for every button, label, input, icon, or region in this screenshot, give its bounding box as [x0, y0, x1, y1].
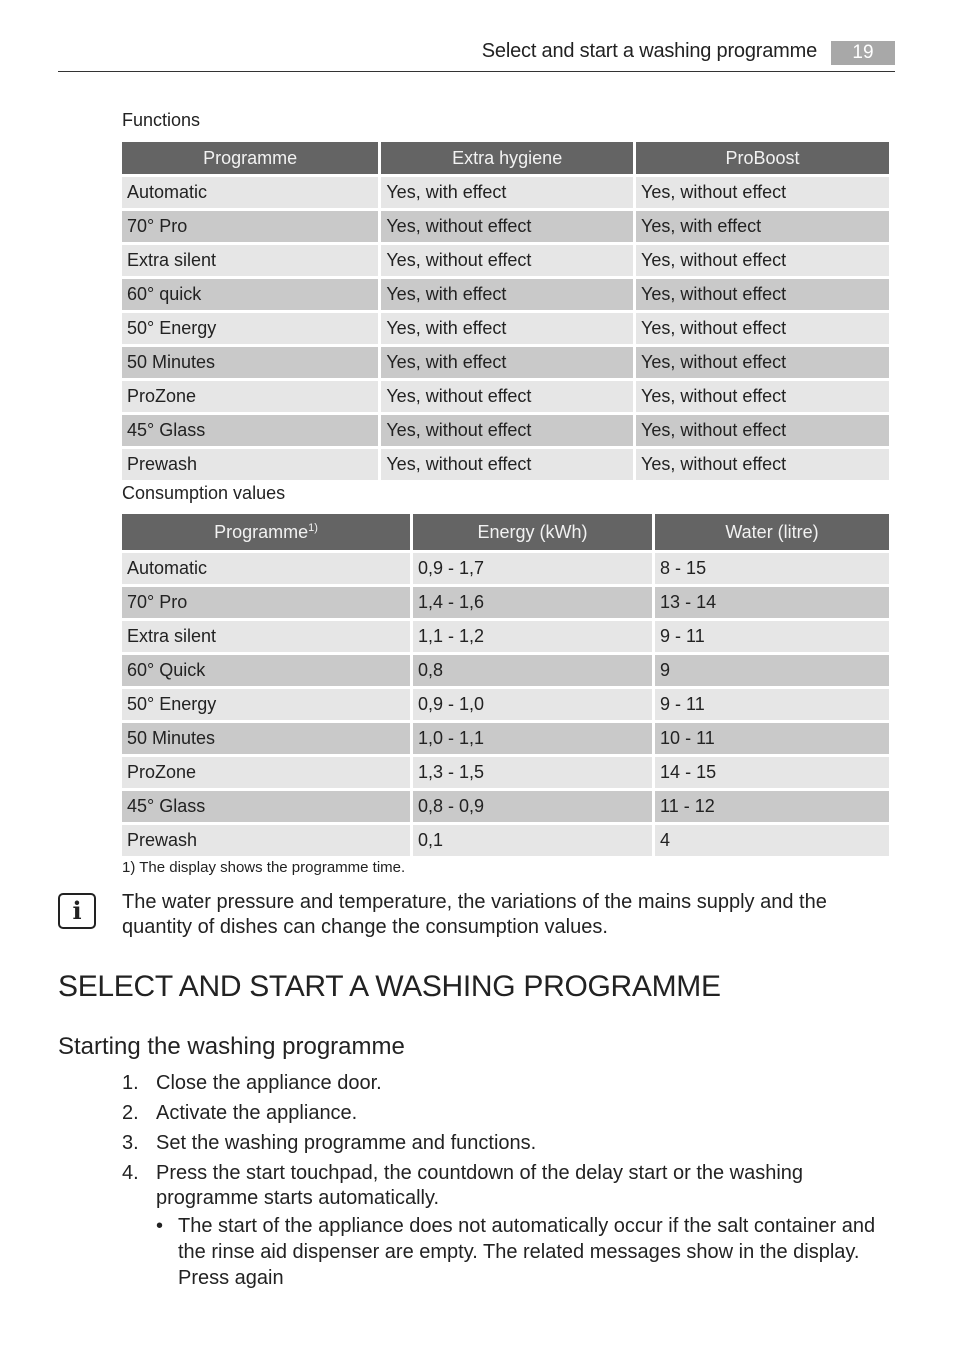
table-row: [122, 211, 889, 242]
step-number: 3.: [122, 1132, 139, 1154]
consumption-table: [119, 511, 892, 859]
section-title: SELECT AND START A WASHING PROGRAMME: [58, 970, 721, 1003]
table-cell: 13 - 14: [655, 587, 889, 618]
table-cell: 1,1 - 1,2: [413, 621, 652, 652]
bullet-text: The start of the appliance does not automatically occur if the salt container and the rinse aid dispenser are empty. The related messages show in the display. Press again: [178, 1215, 876, 1289]
table-cell: Extra silent: [122, 245, 378, 276]
table-cell: 60° Quick: [122, 655, 410, 686]
table-row: [122, 177, 889, 208]
table-cell: Extra silent: [122, 621, 410, 652]
table-cell: Yes, without effect: [636, 381, 889, 412]
table-row: [122, 689, 889, 720]
table-row: [122, 313, 889, 344]
column-header-energy: Energy (kWh): [413, 514, 652, 550]
page-number: 19: [831, 41, 895, 65]
column-header-water: Water (litre): [655, 514, 889, 550]
step-item: [122, 1131, 897, 1156]
table-cell: Yes, without effect: [636, 347, 889, 378]
step-number: 2.: [122, 1102, 139, 1124]
step-item: [122, 1101, 897, 1126]
step-text: Activate the appliance.: [156, 1102, 358, 1124]
info-icon: i: [58, 893, 96, 929]
table-row: [122, 245, 889, 276]
step-number: 4.: [122, 1162, 139, 1184]
table-cell: ProZone: [122, 381, 378, 412]
step-text: Set the washing programme and functions.: [156, 1132, 537, 1154]
table-cell: 1,4 - 1,6: [413, 587, 652, 618]
table-cell: 0,1: [413, 825, 652, 856]
table-cell: Automatic: [122, 177, 378, 208]
table-cell: Yes, with effect: [636, 211, 889, 242]
table-cell: 50 Minutes: [122, 723, 410, 754]
table-cell: 50 Minutes: [122, 347, 378, 378]
bullet-item: [156, 1213, 897, 1291]
table-row: [122, 723, 889, 754]
column-header-programme: Programme: [122, 142, 378, 174]
table-cell: 9: [655, 655, 889, 686]
consumption-caption: Consumption values: [122, 483, 286, 503]
table-cell: 0,9 - 1,7: [413, 553, 652, 584]
table-header-row: [122, 514, 889, 550]
column-header-extra-hygiene: Extra hygiene: [381, 142, 633, 174]
table-cell: Yes, without effect: [636, 313, 889, 344]
table-row: [122, 825, 889, 856]
bullet-icon: •: [156, 1215, 164, 1237]
table-cell: 4: [655, 825, 889, 856]
bullet-list: [156, 1213, 897, 1291]
table-row: [122, 381, 889, 412]
table-cell: Yes, with effect: [381, 313, 633, 344]
page-header: [58, 38, 895, 72]
header-title: Select and start a washing programme: [481, 40, 817, 62]
table-row: [122, 791, 889, 822]
info-note-text: The water pressure and temperature, the variations of the mains supply and the quantity of dishes can change the consumption values.: [122, 891, 827, 938]
table-cell: Yes, with effect: [381, 177, 633, 208]
table-row: [122, 553, 889, 584]
table-cell: 50° Energy: [122, 313, 378, 344]
table-cell: 70° Pro: [122, 211, 378, 242]
step-item: [122, 1161, 897, 1291]
column-header-programme-label: Programme: [214, 521, 309, 542]
table-cell: Yes, without effect: [381, 381, 633, 412]
functions-table: [119, 139, 892, 483]
functions-caption: Functions: [122, 110, 201, 130]
table-row: [122, 279, 889, 310]
table-cell: Yes, without effect: [381, 449, 633, 480]
table-cell: 8 - 15: [655, 553, 889, 584]
table-row: [122, 587, 889, 618]
table-cell: 60° quick: [122, 279, 378, 310]
table-cell: Yes, with effect: [381, 279, 633, 310]
table-cell: Yes, without effect: [636, 245, 889, 276]
column-header-programme: [122, 514, 410, 550]
table-cell: Yes, without effect: [636, 279, 889, 310]
table-row: [122, 621, 889, 652]
subsection-title: Starting the washing programme: [58, 1033, 405, 1060]
table-footnote: 1) The display shows the programme time.: [122, 859, 406, 876]
table-cell: 9 - 11: [655, 621, 889, 652]
table-row: [122, 757, 889, 788]
table-row: [122, 415, 889, 446]
table-cell: 0,9 - 1,0: [413, 689, 652, 720]
table-cell: 0,8: [413, 655, 652, 686]
table-cell: 11 - 12: [655, 791, 889, 822]
step-text: Press the start touchpad, the countdown of the delay start or the washing programme starts automatically.: [156, 1162, 804, 1209]
step-number: 1.: [122, 1072, 139, 1094]
table-cell: 14 - 15: [655, 757, 889, 788]
table-cell: Yes, without effect: [636, 415, 889, 446]
table-cell: 45° Glass: [122, 415, 378, 446]
table-cell: Yes, without effect: [381, 415, 633, 446]
table-cell: 9 - 11: [655, 689, 889, 720]
table-cell: Prewash: [122, 449, 378, 480]
table-cell: Yes, without effect: [381, 245, 633, 276]
table-cell: ProZone: [122, 757, 410, 788]
table-cell: 1,0 - 1,1: [413, 723, 652, 754]
table-cell: 50° Energy: [122, 689, 410, 720]
table-cell: Yes, without effect: [636, 449, 889, 480]
step-item: [122, 1071, 897, 1096]
table-cell: Prewash: [122, 825, 410, 856]
column-header-proboost: ProBoost: [636, 142, 889, 174]
steps-list: [122, 1071, 897, 1296]
table-cell: 0,8 - 0,9: [413, 791, 652, 822]
table-cell: Yes, with effect: [381, 347, 633, 378]
table-cell: 10 - 11: [655, 723, 889, 754]
table-cell: 45° Glass: [122, 791, 410, 822]
step-text: Close the appliance door.: [156, 1072, 382, 1094]
table-cell: Automatic: [122, 553, 410, 584]
footnote-mark: 1): [308, 521, 318, 534]
table-cell: 70° Pro: [122, 587, 410, 618]
table-cell: Yes, without effect: [636, 177, 889, 208]
table-row: [122, 347, 889, 378]
table-row: [122, 449, 889, 480]
table-cell: 1,3 - 1,5: [413, 757, 652, 788]
table-header-row: [122, 142, 889, 174]
table-row: [122, 655, 889, 686]
table-cell: Yes, without effect: [381, 211, 633, 242]
